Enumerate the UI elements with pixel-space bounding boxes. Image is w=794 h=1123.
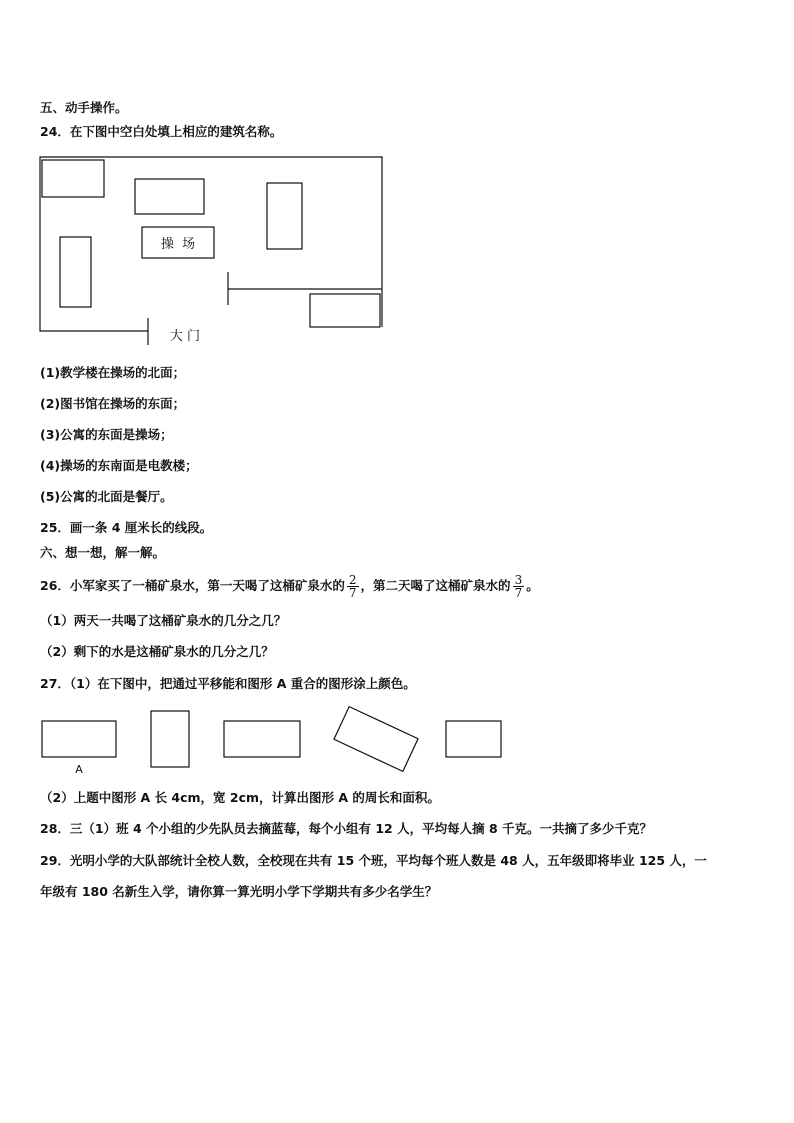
question-27-title: 27．（1）在下图中，把通过平移能和图形 A 重合的图形涂上颜色。 <box>40 676 416 691</box>
question-24-title: 24．在下图中空白处填上相应的建筑名称。 <box>40 124 283 139</box>
question-27-sub-2: （2）上题中图形 A 长 4cm，宽 2cm，计算出图形 A 的周长和面积。 <box>40 790 440 805</box>
building-box-west <box>60 237 91 307</box>
shape-vertical <box>151 711 189 767</box>
question-25: 25．画一条 4 厘米长的线段。 <box>40 520 213 535</box>
shape-rotated <box>334 707 418 772</box>
question-26 <box>40 570 539 602</box>
building-box-southeast <box>310 294 380 327</box>
building-box-east <box>267 183 302 249</box>
clue-2: (2)图书馆在操场的东面； <box>40 396 186 411</box>
question-29-line-1: 29．光明小学的大队部统计全校人数，全校现在共有 15 个班，平均每个班人数是 48 人，五年级即将毕业 125 人，一 <box>40 853 707 868</box>
building-box-north <box>135 179 204 214</box>
section-5-heading: 五、动手操作。 <box>40 100 128 115</box>
question-26-text-c: 。 <box>526 578 539 593</box>
gate-label: 大 门 <box>169 329 201 344</box>
building-box-northwest <box>42 160 104 197</box>
question-26-text-a: 26．小军家买了一桶矿泉水，第一天喝了这桶矿泉水的 <box>40 578 345 593</box>
campus-map <box>38 155 388 345</box>
shape-a-label: A <box>75 763 83 776</box>
clue-3: (3)公寓的东面是操场； <box>40 427 173 442</box>
translation-shapes <box>38 705 508 780</box>
fraction-numerator: 2 <box>348 573 357 587</box>
question-26-sub-2: （2）剩下的水是这桶矿泉水的几分之几？ <box>40 644 274 659</box>
section-6-heading: 六、想一想，解一解。 <box>40 545 166 560</box>
clue-5: (5)公寓的北面是餐厅。 <box>40 489 173 504</box>
question-28: 28．三（1）班 4 个小组的少先队员去摘蓝莓，每个小组有 12 人，平均每人摘 8 千克。一共摘了多少千克？ <box>40 821 652 836</box>
clue-4: (4)操场的东南面是电教楼； <box>40 458 198 473</box>
shape-small <box>446 721 501 757</box>
fraction-two-sevenths <box>347 574 359 599</box>
fraction-denominator: 7 <box>514 586 523 600</box>
shape-a <box>42 721 116 757</box>
question-26-text-b: ，第二天喝了这桶矿泉水的 <box>360 578 511 593</box>
clue-1: (1)教学楼在操场的北面； <box>40 365 186 380</box>
shape-horizontal <box>224 721 300 757</box>
question-29-line-2: 年级有 180 名新生入学，请你算一算光明小学下学期共有多少名学生？ <box>40 884 438 899</box>
fraction-numerator: 3 <box>514 573 523 587</box>
playground-label: 操 场 <box>160 237 196 252</box>
fraction-three-sevenths <box>513 574 525 599</box>
question-26-sub-1: （1）两天一共喝了这桶矿泉水的几分之几？ <box>40 613 287 628</box>
fraction-denominator: 7 <box>348 586 357 600</box>
